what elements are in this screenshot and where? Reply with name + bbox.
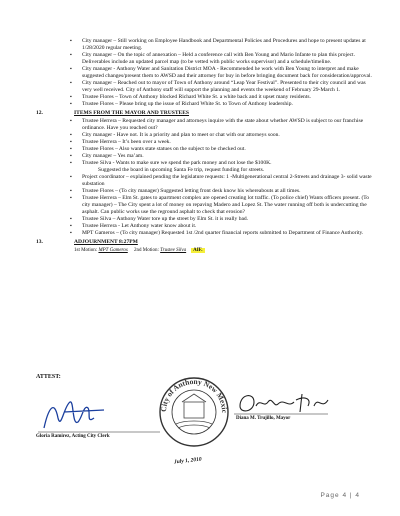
second-motion-label: 2nd Motion:: [134, 248, 159, 253]
list-item: ▪ Trustee Flores – Please bring up the issue of Richard White St. to Town of Anthony leadership.: [36, 101, 376, 108]
list-item: ▪ Trustee Flores – Town of Anthony blocked Richard White St. a white back and it upset many residents.: [36, 94, 376, 101]
mayor-name: Diana M. Trujillo, Mayor: [236, 416, 291, 421]
list-item: ▪ Trustee Herrera – Elm St. gates to apartment complex are opened creating lot traffic. (To police chief) Wants officers present. (To city manager) – The City spent a lot of money on repaving Madero and Lopez St. The water running off both is undercutting the asphalt. Can public works use the reground asphalt to check that erosion?: [36, 195, 376, 216]
section-number: 12.: [36, 110, 43, 116]
indented-line: Suggested the board in upcoming Santa Fe trip, request funding for streets.: [98, 167, 265, 173]
adjournment-motions: [36, 247, 376, 254]
svg-text:City of Anthony New Mexico: [156, 372, 229, 414]
section-title: ADJOURNMENT 8:27PM: [74, 239, 138, 245]
second-motion-value: Trustee Silva: [160, 248, 187, 253]
city-seal-icon: [156, 372, 232, 458]
list-item: ▪ Trustee Silva – Anthony Water tore up the street by Elm St. it is really bad.: [36, 216, 376, 223]
section-number: 13.: [36, 239, 43, 245]
list-item: ▪ City manager - Have not. It is a priority and plan to meet or chat with our attorneys soon.: [36, 132, 376, 139]
clerk-name: Gloria Ramirez, Acting City Clerk: [36, 434, 110, 439]
list-item: ▪ City manager – Reached out to mayor of Town of Anthony around “Leap Year Festival”. Presented to their city council and was very well received. City of Anthony staff will support the planning and events the weekend of February 29-March 1.: [36, 80, 376, 94]
attest-label: ATTEST:: [36, 374, 61, 380]
section-12-list-continued: [36, 174, 376, 237]
list-item: ▪ Trustee Herrera – It’s been over a week.: [36, 139, 376, 146]
list-item: ▪ MPT Gameros – (To city manager) Requested 1st /2nd quarter financial reports submitted to Department of Finance Authority.: [36, 230, 376, 237]
page-number: Page 4 | 4: [320, 492, 360, 499]
list-item: ▪ Trustee Flores – (To city manager) Suggested letting front desk know his whereabouts at all times.: [36, 188, 376, 195]
list-item: ▪ Trustee Flores – Also wants state statues on the subject to be checked out.: [36, 146, 376, 153]
section-12-list: [36, 118, 376, 167]
list-item: ▪ City manager – On the topic of annexation – Held a conference call with Ben Young and Mario Infante to plan this project. Deliverables include an updated parcel map (to be vetted with public works supervisor) and a schedule/timeline.: [36, 52, 376, 66]
list-item: ▪ Trustee Herrera – Requested city manager and attorneys inquire with the state about whether AWSD is subject to our franchise ordinance. Have you reached out?: [36, 118, 376, 132]
motion-result: AIF.: [193, 248, 203, 253]
section-13-heading: [36, 239, 376, 246]
city-seal: [156, 372, 232, 472]
section-title: ITEMS FROM THE MAYOR AND TRUSTEES: [74, 110, 190, 116]
list-item: ▪ Project coordinator – explained pending the legislature requests: 1 -Multigenerational central 2-Streets and drainage 3- solid waste substation: [36, 174, 376, 188]
section-12-heading: [36, 110, 376, 117]
list-item: ▪ Trustee Herrera - Let Anthony water know about it.: [36, 223, 376, 230]
first-motion-value: MPT Gameros: [98, 248, 128, 253]
first-motion-label: 1st Motion:: [74, 248, 98, 253]
minutes-body: [36, 38, 376, 254]
list-item: ▪ City manager - Anthony Water and Sanitation District MOA - Recommended he work with Ben Young to interpret and make suggested changes/present them to AWSD and their attorney for buy in before bringing document back for consideration/approval.: [36, 66, 376, 80]
clerk-signature-block: [34, 388, 174, 448]
seal-date: July 1, 2010: [173, 456, 202, 466]
list-item: ▪ City manager – Still working on Employee Handbook and Departmental Policies and Procedures and hope to present updates at 1/28/2020 regular meeting.: [36, 38, 376, 52]
section-11-list: [36, 38, 376, 108]
mayor-signature-icon: [232, 386, 372, 420]
list-item: ▪ Trustee Silva - Wants to make sure we spend the park money and not lose the $100K.: [36, 160, 376, 167]
clerk-signature-icon: [34, 388, 174, 436]
mayor-signature-block: [232, 386, 372, 446]
list-item: ▪ City manager – Yes ma’am.: [36, 153, 376, 160]
seal-text: City of Anthony New Mexic: [158, 376, 230, 414]
